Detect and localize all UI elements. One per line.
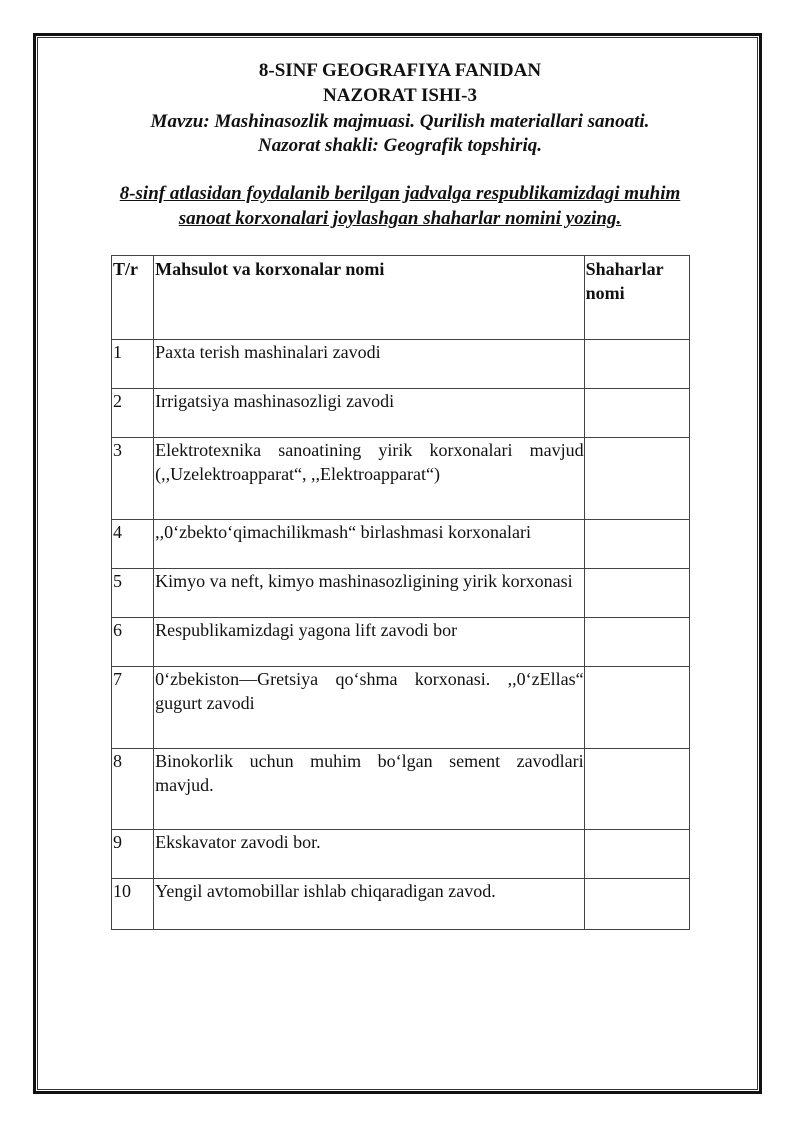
row-city-input[interactable] [584,667,689,749]
row-city-input[interactable] [584,618,689,667]
row-number: 8 [112,749,154,830]
header-number: T/r [112,256,154,340]
row-number: 1 [112,340,154,389]
header-product-name: Mahsulot va korxonalar nomi [154,256,584,340]
table-row [112,618,690,667]
row-number: 9 [112,830,154,879]
table-row [112,438,690,520]
row-product-name: Binokorlik uchun muhim bo‘lgan sement zavodlari mavjud. [154,749,584,830]
row-city-input[interactable] [584,749,689,830]
document-form: Nazorat shakli: Geografik topshiriq. [258,135,542,156]
table-row [112,749,690,830]
table-row [112,830,690,879]
document-subtitle: NAZORAT ISHI-3 [323,85,477,106]
table-row [112,569,690,618]
table-row [112,520,690,569]
factories-table [111,255,690,930]
row-product-name: Respublikamizdagi yagona lift zavodi bor [154,618,584,667]
document-title: 8-SINF GEOGRAFIYA FANIDAN [258,60,542,81]
table-row [112,667,690,749]
row-product-name: ,,0‘zbekto‘qimachilikmash“ birlashmasi korxonalari [154,520,584,569]
task-instruction-line-2: sanoat korxonalari joylashgan shaharlar nomini yozing. [178,208,622,229]
row-product-name: 0‘zbekiston—Gretsiya qo‘shma korxonasi. ,,0‘zEllas“ gugurt zavodi [154,667,584,749]
row-city-input[interactable] [584,830,689,879]
table-row [112,389,690,438]
row-number: 2 [112,389,154,438]
row-product-name: Elektrotexnika sanoatining yirik korxonalari mavjud (,,Uzelektroapparat“, ,,Elektroapparat“) [154,438,584,520]
row-product-name: Kimyo va neft, kimyo mashinasozligining yirik korxonasi [154,569,584,618]
table-row [112,879,690,930]
row-city-input[interactable] [584,389,689,438]
row-product-name: Ekskavator zavodi bor. [154,830,584,879]
row-city-input[interactable] [584,569,689,618]
row-city-input[interactable] [584,438,689,520]
document-topic: Mavzu: Mashinasozlik majmuasi. Qurilish materiallari sanoati. [150,111,650,132]
row-product-name: Yengil avtomobillar ishlab chiqaradigan zavod. [154,879,584,930]
row-number: 5 [112,569,154,618]
row-number: 4 [112,520,154,569]
row-number: 3 [112,438,154,520]
row-city-input[interactable] [584,879,689,930]
row-city-input[interactable] [584,340,689,389]
header-city-name: Shaharlar nomi [584,256,689,340]
table-row [112,340,690,389]
row-number: 10 [112,879,154,930]
row-city-input[interactable] [584,520,689,569]
row-number: 6 [112,618,154,667]
task-instruction-line-1: 8-sinf atlasidan foydalanib berilgan jadvalga respublikamizdagi muhim [119,183,681,204]
row-product-name: Irrigatsiya mashinasozligi zavodi [154,389,584,438]
row-number: 7 [112,667,154,749]
table-header-row [112,256,690,340]
row-product-name: Paxta terish mashinalari zavodi [154,340,584,389]
